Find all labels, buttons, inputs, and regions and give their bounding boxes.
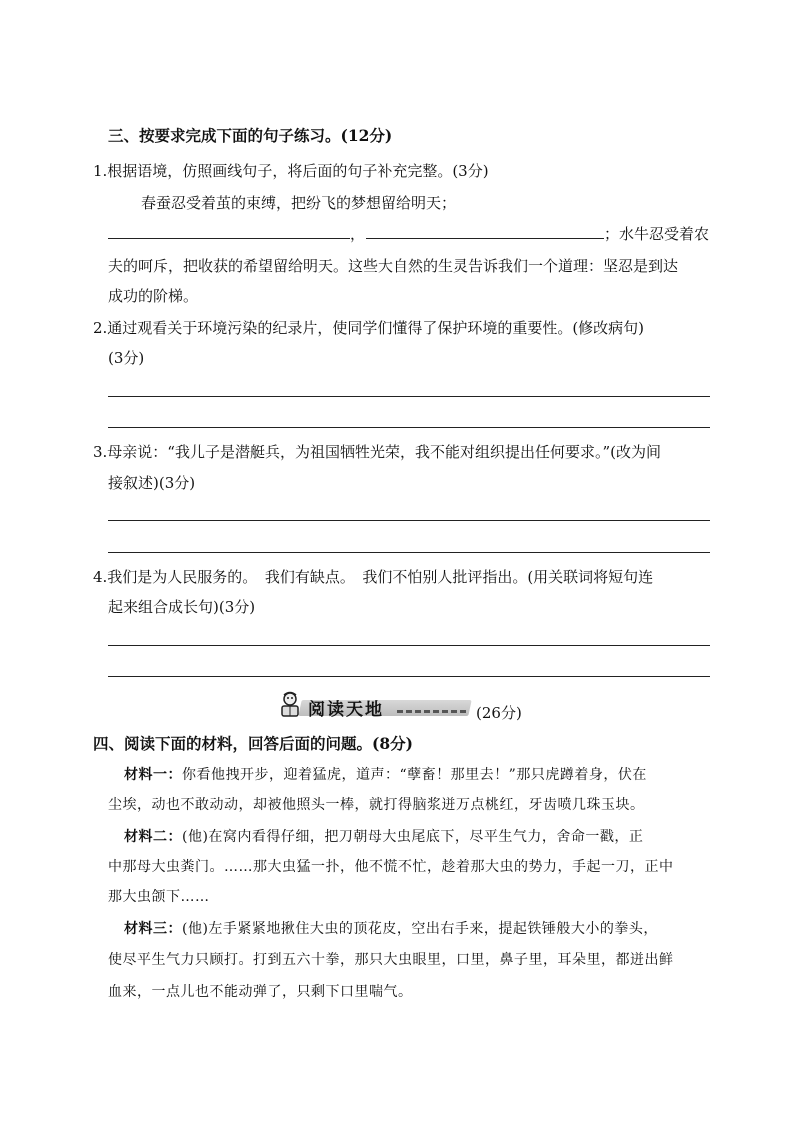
q4-answer-line-2[interactable] [108,676,710,677]
section3-heading: 三、按要求完成下面的句子练习。(12分) [108,126,393,145]
material-2-label: 材料二： [124,829,182,845]
material-3-line-3: 血来，一点儿也不能动弹了，只剩下口里喘气。 [108,984,413,1000]
material-3-text-1: (他)左手紧紧地揪住大虫的顶花皮，空出右手来，提起铁锤般大小的拳头， [182,921,658,937]
reading-mascot-icon [276,690,306,720]
banner-stripe [397,710,467,713]
q1-blank-tail: ；水牛忍受着农 [604,225,710,243]
material-3-line-2: 使尽平生气力只顾打。打到五六十拳，那只大虫眼里，口里，鼻子里，耳朵里，都迸出鲜 [108,952,674,968]
q3-answer-line-1[interactable] [108,520,710,521]
material-2-line-1 [124,827,643,847]
q4-prompt: 4.我们是为人民服务的。 我们有缺点。 我们不怕别人批评指出。(用关联词将短句连 [93,568,654,586]
reading-score: (26分) [476,704,522,722]
q1-comma: ， [350,225,366,243]
q4-answer-line-1[interactable] [108,645,710,646]
q1-answer-blank-2[interactable] [366,238,604,239]
q3-prompt: 3.母亲说：“我儿子是潜艇兵，为祖国牺牲光荣，我不能对组织提出任何要求。”(改为间 [93,443,662,461]
material-1-label: 材料一： [124,767,182,783]
q1-continuation-1: 夫的呵斥，把收获的希望留给明天。这些大自然的生灵告诉我们一个道理：坚忍是到达 [108,257,679,275]
q1-prompt: 1.根据语境，仿照画线句子，将后面的句子补充完整。(3分) [93,162,489,180]
q3-answer-line-2[interactable] [108,552,710,553]
material-1-line-2: 尘埃，动也不敢动动，却被他照头一棒，就打得脑浆迸万点桃红，牙齿喷几珠玉块。 [108,797,645,813]
section4-heading: 四、阅读下面的材料，回答后面的问题。(8分) [93,734,413,753]
q2-answer-line-2[interactable] [108,427,710,428]
q4-score: 起来组合成长句)(3分) [108,598,256,616]
material-3-line-1 [124,919,658,939]
material-2-text-1: (他)在窝内看得仔细，把刀朝母大虫尾底下，尽平生气力，舍命一戳，正 [182,829,644,845]
q2-score: (3分) [108,349,145,367]
q2-prompt: 2.通过观看关于环境污染的纪录片，使同学们懂得了保护环境的重要性。(修改病句) [93,319,645,337]
material-1-line-1 [124,765,647,785]
q1-example-sentence: 春蚕忍受着茧的束缚，把纷飞的梦想留给明天； [141,194,457,212]
material-1-text-1: 你看他拽开步，迎着猛虎，道声：“孽畜！那里去！”那只虎蹲着身，伏在 [182,767,647,783]
q2-answer-line-1[interactable] [108,396,710,397]
q1-answer-blank-1[interactable] [108,238,350,239]
q1-continuation-2: 成功的阶梯。 [108,287,199,305]
material-3-label: 材料三： [124,921,182,937]
q3-score: 接叙述)(3分) [108,474,196,492]
material-2-line-2: 中那母大虫粪门。……那大虫猛一扑，他不慌不忙，趁着那大虫的势力，手起一刀，正中 [108,859,674,875]
material-2-line-3: 那大虫颌下…… [108,889,210,905]
reading-section-banner [272,688,477,722]
banner-title: 阅读天地 [308,700,384,720]
